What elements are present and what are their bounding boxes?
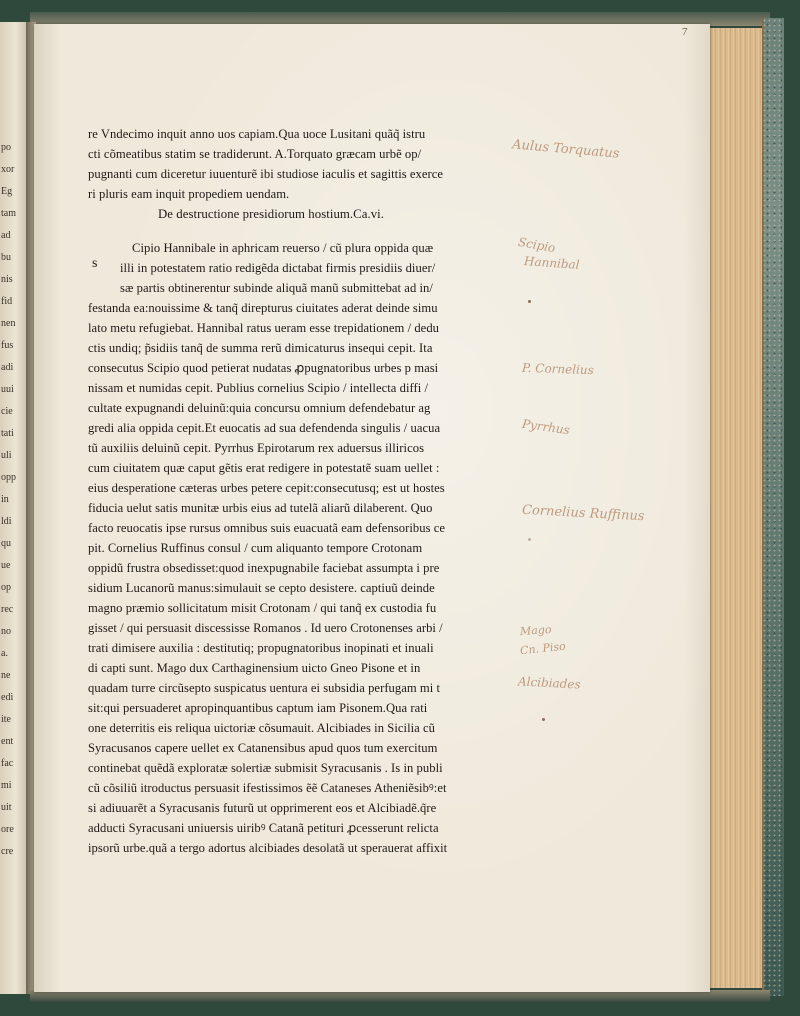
text-line: tũ auxiliis deluinũ cepit. Pyrrhus Epirotarum rex aduersus illiricos [88, 441, 425, 455]
left-page-text-fragment: ite [1, 714, 11, 725]
marginal-note: Hannibal [523, 254, 581, 272]
left-page-text-fragment: nis [1, 274, 13, 285]
text-line: cultate expugnandi deluinũ:quia concursu omnium defendebatur ag [88, 401, 431, 415]
left-page-text-fragment: bu [1, 252, 11, 263]
text-line: ctis undiq; p̃sidiis tanq̃ de summa rerũ dimicaturus insequi cepit. Ita [88, 341, 433, 355]
left-page-text-fragment: uli [1, 450, 12, 461]
left-facing-page [0, 22, 27, 994]
left-page-text-fragment: adi [1, 362, 14, 373]
text-line: festanda ea:nouissime & tanq̃ direpturus ciuitates aderat deinde simu [88, 301, 438, 315]
left-page-text-fragment: Eg [1, 186, 13, 197]
folio-number: 7 [682, 26, 688, 38]
left-page-text-fragment: op [1, 582, 11, 593]
initial-guide-letter: s [92, 256, 98, 271]
left-page-text-fragment: opp [1, 472, 16, 483]
text-line: ipsorũ urbe.quã a tergo adortus alcibiades desolatã ut sperauerat affixit [88, 841, 448, 855]
marginal-note: Pyrrhus [521, 416, 571, 438]
left-page-text-fragment: fus [1, 340, 14, 351]
text-line: sidium Lucanorũ manus:simulauit se cepto desistere. captiuũ deinde [88, 581, 435, 595]
left-page-text-fragment: ldi [1, 516, 12, 527]
text-line: eius desperatione cæteras urbes petere cepit:consecutusq; est ut hostes [88, 481, 445, 495]
ink-speck [528, 538, 531, 541]
left-page-text-fragment: no [1, 626, 11, 637]
left-page-text-fragment: cie [1, 406, 13, 417]
text-line: pit. Cornelius Ruffinus consul / cum aliquanto tempore Crotonam [88, 541, 423, 555]
left-page-text-fragment: edi [1, 692, 14, 703]
text-line: quadam turre circũsepto suspicatus uentura ei subsidia perfugam mi t [88, 681, 441, 695]
text-line: trati dimisere auxilia : destitutiq; propugnatoribus inopinati et inuali [88, 641, 434, 655]
text-line: continebat quẽdã exploratæ solertiæ submisit Syracusanis . Is in publi [88, 761, 443, 775]
text-line: nissam et numidas cepit. Publius cornelius Scipio / intellecta diffi / [88, 381, 429, 395]
text-line: si adiuuarẽt a Syracusanis futurũ ut opprimerent eos et Alcibiadẽ.q̃re [88, 801, 437, 815]
left-page-text-fragment: tam [1, 208, 16, 219]
marginal-note: Mago [519, 622, 552, 639]
left-page-text-fragment: fac [1, 758, 14, 769]
marginal-note: Aulus Torquatus [511, 137, 620, 162]
text-line: facto reuocatis ipse rursus omnibus suis euacuatã eam defensoribus ce [88, 521, 446, 535]
text-line: oppidũ frustra obsedisset:quod inexpugnabile faciebat assumpta i pre [88, 561, 440, 575]
left-page-text-fragment: rec [1, 604, 14, 615]
marginal-note: Alcibiades [517, 674, 582, 692]
text-line: adducti Syracusani uniuersis uiribꝰ Catanã petituri ꝓcesserunt relicta [88, 821, 439, 835]
left-page-text-fragment: tati [1, 428, 14, 439]
text-line: fiducia uelut satis munitæ urbis eius ad tutelã aliarũ dilaberent. Quo [88, 501, 433, 515]
left-page-text-fragment: ne [1, 670, 11, 681]
left-page-text-fragment: qu [1, 538, 11, 549]
page-fore-edge [706, 28, 765, 988]
text-line: pugnanti cum diceretur iuuenturẽ ibi studiose iaculis et sagittis exerce [88, 167, 444, 181]
text-line: sit:qui persuaderet apropinquantibus captum iam Pisonem.Qua rati [88, 701, 428, 715]
left-page-text-fragment: ue [1, 560, 11, 571]
text-line: consecutus Scipio quod petierat nudatas ꝓpugnatoribus urbes p masi [88, 361, 439, 375]
marginal-note: P. Cornelius [521, 360, 595, 378]
left-page-text-fragment: uit [1, 802, 12, 813]
text-line: lato metu refugiebat. Hannibal ratus ueram esse trepidationem / dedu [88, 321, 440, 335]
ink-speck [528, 300, 531, 303]
left-page-text-fragment: ent [1, 736, 14, 747]
left-page-text-fragment: mi [1, 780, 12, 791]
text-line: cti cõmeatibus statim se tradiderunt. A.Torquato græcam urbẽ op/ [88, 147, 422, 161]
text-line: cum ciuitatem quæ caput gẽtis erat redigere in potestatẽ suam uellet : [88, 461, 440, 475]
left-page-text-fragment: cre [1, 846, 14, 857]
ink-speck [542, 718, 545, 721]
left-page-text-fragment: po [1, 142, 11, 153]
text-line: ri pluris eam inquit propediem uendam. [88, 187, 290, 201]
left-page-text-fragment: uui [1, 384, 14, 395]
cover-board-texture [762, 18, 782, 996]
text-line: magno præmio sollicitatum misit Crotonam / qui tanq̃ ex custodia fu [88, 601, 437, 615]
marginal-note: Cornelius Ruffinus [521, 502, 645, 525]
left-page-text-fragment: xor [1, 164, 15, 175]
left-page-text-fragment: a. [1, 648, 8, 659]
text-line: cũ cõsiliũ itroductus persuasit ifestissimos ẽẽ Cataneses Atheniẽsibꝰ:et [88, 781, 447, 795]
text-line: Syracusanos capere uellet ex Catanensibus apud quos tum exercitum [88, 741, 438, 755]
text-line: di capti sunt. Mago dux Carthaginensium uicto Gneo Pisone et in [88, 661, 421, 675]
text-line: gisset / qui persuasit discessisse Romanos . Id uero Crotonenses arbi / [88, 621, 443, 635]
left-page-text-fragment: in [1, 494, 9, 505]
left-page-text-fragment: ad [1, 230, 11, 241]
left-page-text-fragment: fid [1, 296, 13, 307]
text-line: sæ partis obtinerentur subinde aliquã manũ submittebat ad in/ [120, 281, 433, 295]
left-page-text-fragment: nen [1, 318, 16, 329]
chapter-heading: De destructione presidiorum hostium.Ca.vi. [158, 207, 385, 221]
text-line: Cipio Hannibale in aphricam reuerso / cũ plura oppida quæ [132, 241, 434, 255]
text-line: re Vndecimo inquit anno uos capiam.Qua uoce Lusitani quãq̃ istru [88, 127, 426, 141]
marginal-note: Cn. Piso [519, 639, 567, 658]
left-page-text-fragment: ore [1, 824, 14, 835]
text-line: one deterritis eis reliqua uictoriæ cõsumauit. Alcibiades in Sicilia cũ [88, 721, 435, 735]
text-line: illi in potestatem ratio redigẽda dictabat firmis presidiis diuer/ [120, 261, 436, 275]
marginal-note: Scipio [517, 234, 557, 256]
text-line: gredi alia oppida cepit.Et euocatis ad sua defendenda singulis / uacua [88, 421, 441, 435]
